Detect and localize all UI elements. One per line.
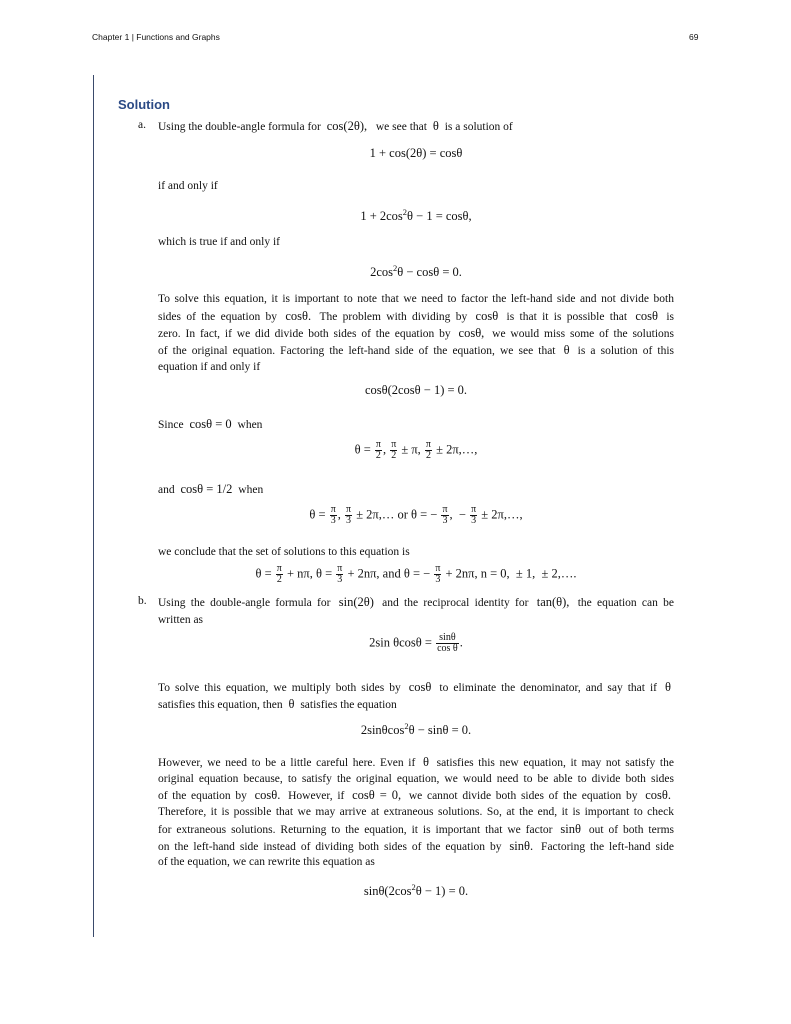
paragraph-line bbox=[158, 788, 674, 803]
paragraph-line bbox=[158, 595, 674, 610]
inline-math: cosθ, bbox=[458, 326, 485, 340]
text: written as bbox=[158, 614, 204, 626]
solution-heading: Solution bbox=[118, 97, 170, 112]
text: satisfies this new equation, it may not satisfy the bbox=[431, 757, 674, 769]
paragraph-line bbox=[158, 326, 674, 341]
text: is a solution of bbox=[441, 121, 513, 133]
math-text: + nπ, θ = bbox=[283, 566, 336, 581]
text: out of both terms bbox=[584, 823, 674, 836]
fraction bbox=[330, 505, 337, 526]
part-a-intro bbox=[158, 119, 674, 134]
denominator: cos θ bbox=[437, 643, 458, 654]
math-text: 2cos bbox=[370, 265, 394, 280]
paragraph-line bbox=[158, 822, 674, 837]
paragraph-line bbox=[158, 697, 674, 712]
fraction bbox=[425, 440, 432, 461]
inline-math: sinθ bbox=[560, 821, 581, 836]
math-text: ± 2π,…, bbox=[432, 442, 478, 457]
text: we see that bbox=[370, 121, 430, 133]
margin-rule bbox=[93, 75, 94, 937]
math-text: θ = bbox=[255, 566, 275, 581]
text-line bbox=[158, 545, 674, 559]
text: and bbox=[158, 484, 178, 496]
paragraph-line bbox=[158, 839, 674, 854]
math-text: 1 + 2cos bbox=[360, 209, 403, 224]
inline-math: cosθ. bbox=[285, 309, 312, 323]
numerator: sinθ bbox=[436, 633, 459, 644]
denominator: 3 bbox=[435, 574, 441, 585]
text: To solve this equation, we multiply both sides by bbox=[158, 682, 406, 694]
paragraph-line bbox=[158, 309, 674, 324]
math-text: sinθ(2cos bbox=[363, 884, 412, 899]
math-text: θ − 1) = 0. bbox=[415, 884, 469, 899]
text: original equation because, to satisfy the original equation, we would need to be able to divide both sides bbox=[158, 772, 674, 785]
inline-math: θ bbox=[665, 680, 671, 694]
math-text: ± 2π,…, bbox=[478, 507, 523, 522]
text: for extraneous solutions. Returning to the equation, it is important that we factor bbox=[158, 823, 558, 836]
denominator: 3 bbox=[337, 574, 343, 585]
fraction bbox=[434, 564, 441, 585]
inline-math: θ bbox=[288, 697, 295, 711]
math-text: θ = bbox=[354, 442, 374, 457]
text: which is true if and only if bbox=[158, 236, 281, 248]
equation bbox=[158, 505, 674, 526]
text: However, we need to be a little careful here. Even if bbox=[158, 757, 420, 769]
paragraph-line bbox=[158, 292, 674, 306]
inline-math: θ bbox=[563, 343, 570, 357]
equation bbox=[158, 382, 674, 398]
text: satisfies the equation bbox=[297, 699, 397, 711]
denominator: 2 bbox=[425, 450, 431, 461]
inline-math: cosθ. bbox=[254, 788, 281, 803]
math-text: , bbox=[382, 442, 390, 457]
text-line bbox=[158, 482, 674, 497]
math-text: θ − 1 = cosθ, bbox=[407, 209, 472, 224]
running-header-chapter: Chapter 1 | Functions and Graphs bbox=[92, 32, 220, 42]
text: when bbox=[234, 419, 263, 431]
inline-math: cosθ = 1/2 bbox=[180, 482, 233, 496]
text: Factoring the left-hand side bbox=[536, 840, 675, 853]
text: is bbox=[661, 311, 675, 323]
text: when bbox=[235, 484, 264, 496]
denominator: 2 bbox=[375, 450, 381, 461]
paragraph-line bbox=[158, 772, 674, 786]
superscript: 2 bbox=[402, 207, 408, 217]
numerator: π bbox=[425, 439, 431, 450]
math-text: . bbox=[459, 635, 463, 650]
numerator: π bbox=[391, 439, 397, 450]
denominator: 2 bbox=[276, 574, 282, 585]
inline-math: θ bbox=[432, 119, 439, 133]
math-text: θ − sinθ = 0. bbox=[408, 723, 472, 738]
math-text: ± π, bbox=[398, 442, 424, 457]
math-text: 2sinθcos bbox=[360, 723, 405, 738]
text: equation if and only if bbox=[158, 361, 261, 373]
numerator: π bbox=[330, 504, 336, 515]
text: Therefore, it is possible that we may arrive at extraneous solutions. So, at the end, it is important to check bbox=[158, 806, 674, 819]
text: and the reciprocal identity for bbox=[376, 597, 534, 609]
equation bbox=[158, 718, 674, 738]
fraction bbox=[336, 564, 343, 585]
text-line bbox=[158, 179, 674, 193]
numerator: π bbox=[435, 563, 441, 574]
denominator: 3 bbox=[346, 515, 352, 526]
inline-math: tan(θ), bbox=[536, 595, 570, 609]
text: is a solution of this bbox=[572, 345, 675, 357]
equation bbox=[158, 260, 674, 280]
paragraph-line bbox=[158, 855, 674, 869]
text: Since bbox=[158, 419, 187, 431]
text: of the original equation. Factoring the left-hand side of the equation, we see that bbox=[158, 345, 561, 357]
fraction bbox=[470, 505, 477, 526]
inline-math: cosθ. bbox=[645, 788, 672, 803]
text-line bbox=[158, 235, 674, 249]
paragraph-line bbox=[158, 360, 674, 374]
text-line bbox=[158, 417, 674, 432]
inline-math: cos(2θ), bbox=[326, 119, 368, 133]
text: sides of the equation by bbox=[158, 311, 283, 323]
numerator: π bbox=[276, 563, 282, 574]
math-text: θ = bbox=[309, 507, 329, 522]
text: on the left-hand side instead of dividing both sides of the equation by bbox=[158, 840, 507, 853]
text: The problem with dividing by bbox=[314, 311, 473, 323]
text: To solve this equation, it is important to note that we need to factor the left-hand side and not divide both bbox=[158, 293, 674, 305]
text: we cannot divide both sides of the equation by bbox=[404, 790, 643, 803]
fraction bbox=[276, 564, 283, 585]
math-text: + 2nπ, n = 0, ± 1, ± 2,…. bbox=[442, 566, 577, 581]
denominator: 3 bbox=[442, 515, 448, 526]
math-text: cosθ(2cosθ − 1) = 0. bbox=[364, 383, 468, 397]
denominator: 2 bbox=[391, 450, 397, 461]
fraction bbox=[390, 440, 397, 461]
equation bbox=[158, 633, 674, 654]
math-text: , bbox=[337, 507, 344, 522]
equation bbox=[158, 879, 674, 899]
text: if and only if bbox=[158, 180, 218, 192]
text: of the equation, we can rewrite this equation as bbox=[158, 856, 375, 869]
text: Using the double-angle formula for bbox=[158, 121, 324, 133]
numerator: π bbox=[375, 439, 381, 450]
fraction bbox=[436, 633, 459, 654]
superscript: 2 bbox=[393, 263, 398, 273]
math-text: + 2nπ, and θ = − bbox=[344, 566, 434, 581]
text: we conclude that the set of solutions to this equation is bbox=[158, 546, 410, 558]
inline-math: sin(2θ) bbox=[338, 595, 374, 609]
superscript: 2 bbox=[404, 721, 409, 731]
paragraph-line bbox=[158, 805, 674, 819]
numerator: π bbox=[337, 563, 343, 574]
numerator: π bbox=[471, 504, 477, 515]
equation bbox=[158, 145, 674, 161]
equation bbox=[158, 204, 674, 224]
inline-math: cosθ = 0 bbox=[189, 417, 232, 431]
math-text: 1 + cos(2θ) = cosθ bbox=[369, 146, 463, 160]
math-text: ± 2π,… or θ = − bbox=[353, 507, 441, 522]
text: Using the double-angle formula for bbox=[158, 597, 336, 609]
math-text: , − bbox=[449, 507, 470, 522]
equation bbox=[158, 440, 674, 461]
paragraph-line bbox=[158, 680, 674, 695]
inline-math: cosθ bbox=[475, 309, 499, 323]
numerator: π bbox=[346, 504, 352, 515]
inline-math: cosθ bbox=[408, 680, 432, 694]
part-b-label: b. bbox=[138, 595, 147, 607]
fraction bbox=[345, 505, 352, 526]
text: the equation can be bbox=[572, 597, 674, 609]
inline-math: sinθ. bbox=[509, 838, 534, 853]
superscript: 2 bbox=[411, 882, 416, 892]
text: to eliminate the denominator, and say that if bbox=[434, 682, 662, 694]
denominator: 3 bbox=[330, 515, 336, 526]
text: is that it is possible that bbox=[501, 311, 633, 323]
equation bbox=[158, 564, 674, 585]
math-text: θ − cosθ = 0. bbox=[397, 265, 462, 280]
text: satisfies this equation, then bbox=[158, 699, 286, 711]
part-a-label: a. bbox=[138, 119, 146, 131]
page-number: 69 bbox=[689, 32, 699, 42]
math-text: 2sin θcosθ = bbox=[369, 635, 436, 650]
inline-math: cosθ = 0, bbox=[352, 788, 402, 803]
fraction bbox=[441, 505, 448, 526]
denominator: 3 bbox=[471, 515, 477, 526]
paragraph-line bbox=[158, 343, 674, 358]
text: zero. In fact, if we did divide both sides of the equation by bbox=[158, 328, 456, 340]
fraction bbox=[375, 440, 382, 461]
text: However, if bbox=[283, 790, 350, 803]
inline-math: θ bbox=[422, 755, 429, 769]
text: of the equation by bbox=[158, 790, 252, 803]
paragraph-line bbox=[158, 613, 674, 627]
inline-math: cosθ bbox=[635, 309, 659, 323]
numerator: π bbox=[442, 504, 448, 515]
paragraph-line bbox=[158, 755, 674, 770]
text: we would miss some of the solutions bbox=[487, 328, 674, 340]
